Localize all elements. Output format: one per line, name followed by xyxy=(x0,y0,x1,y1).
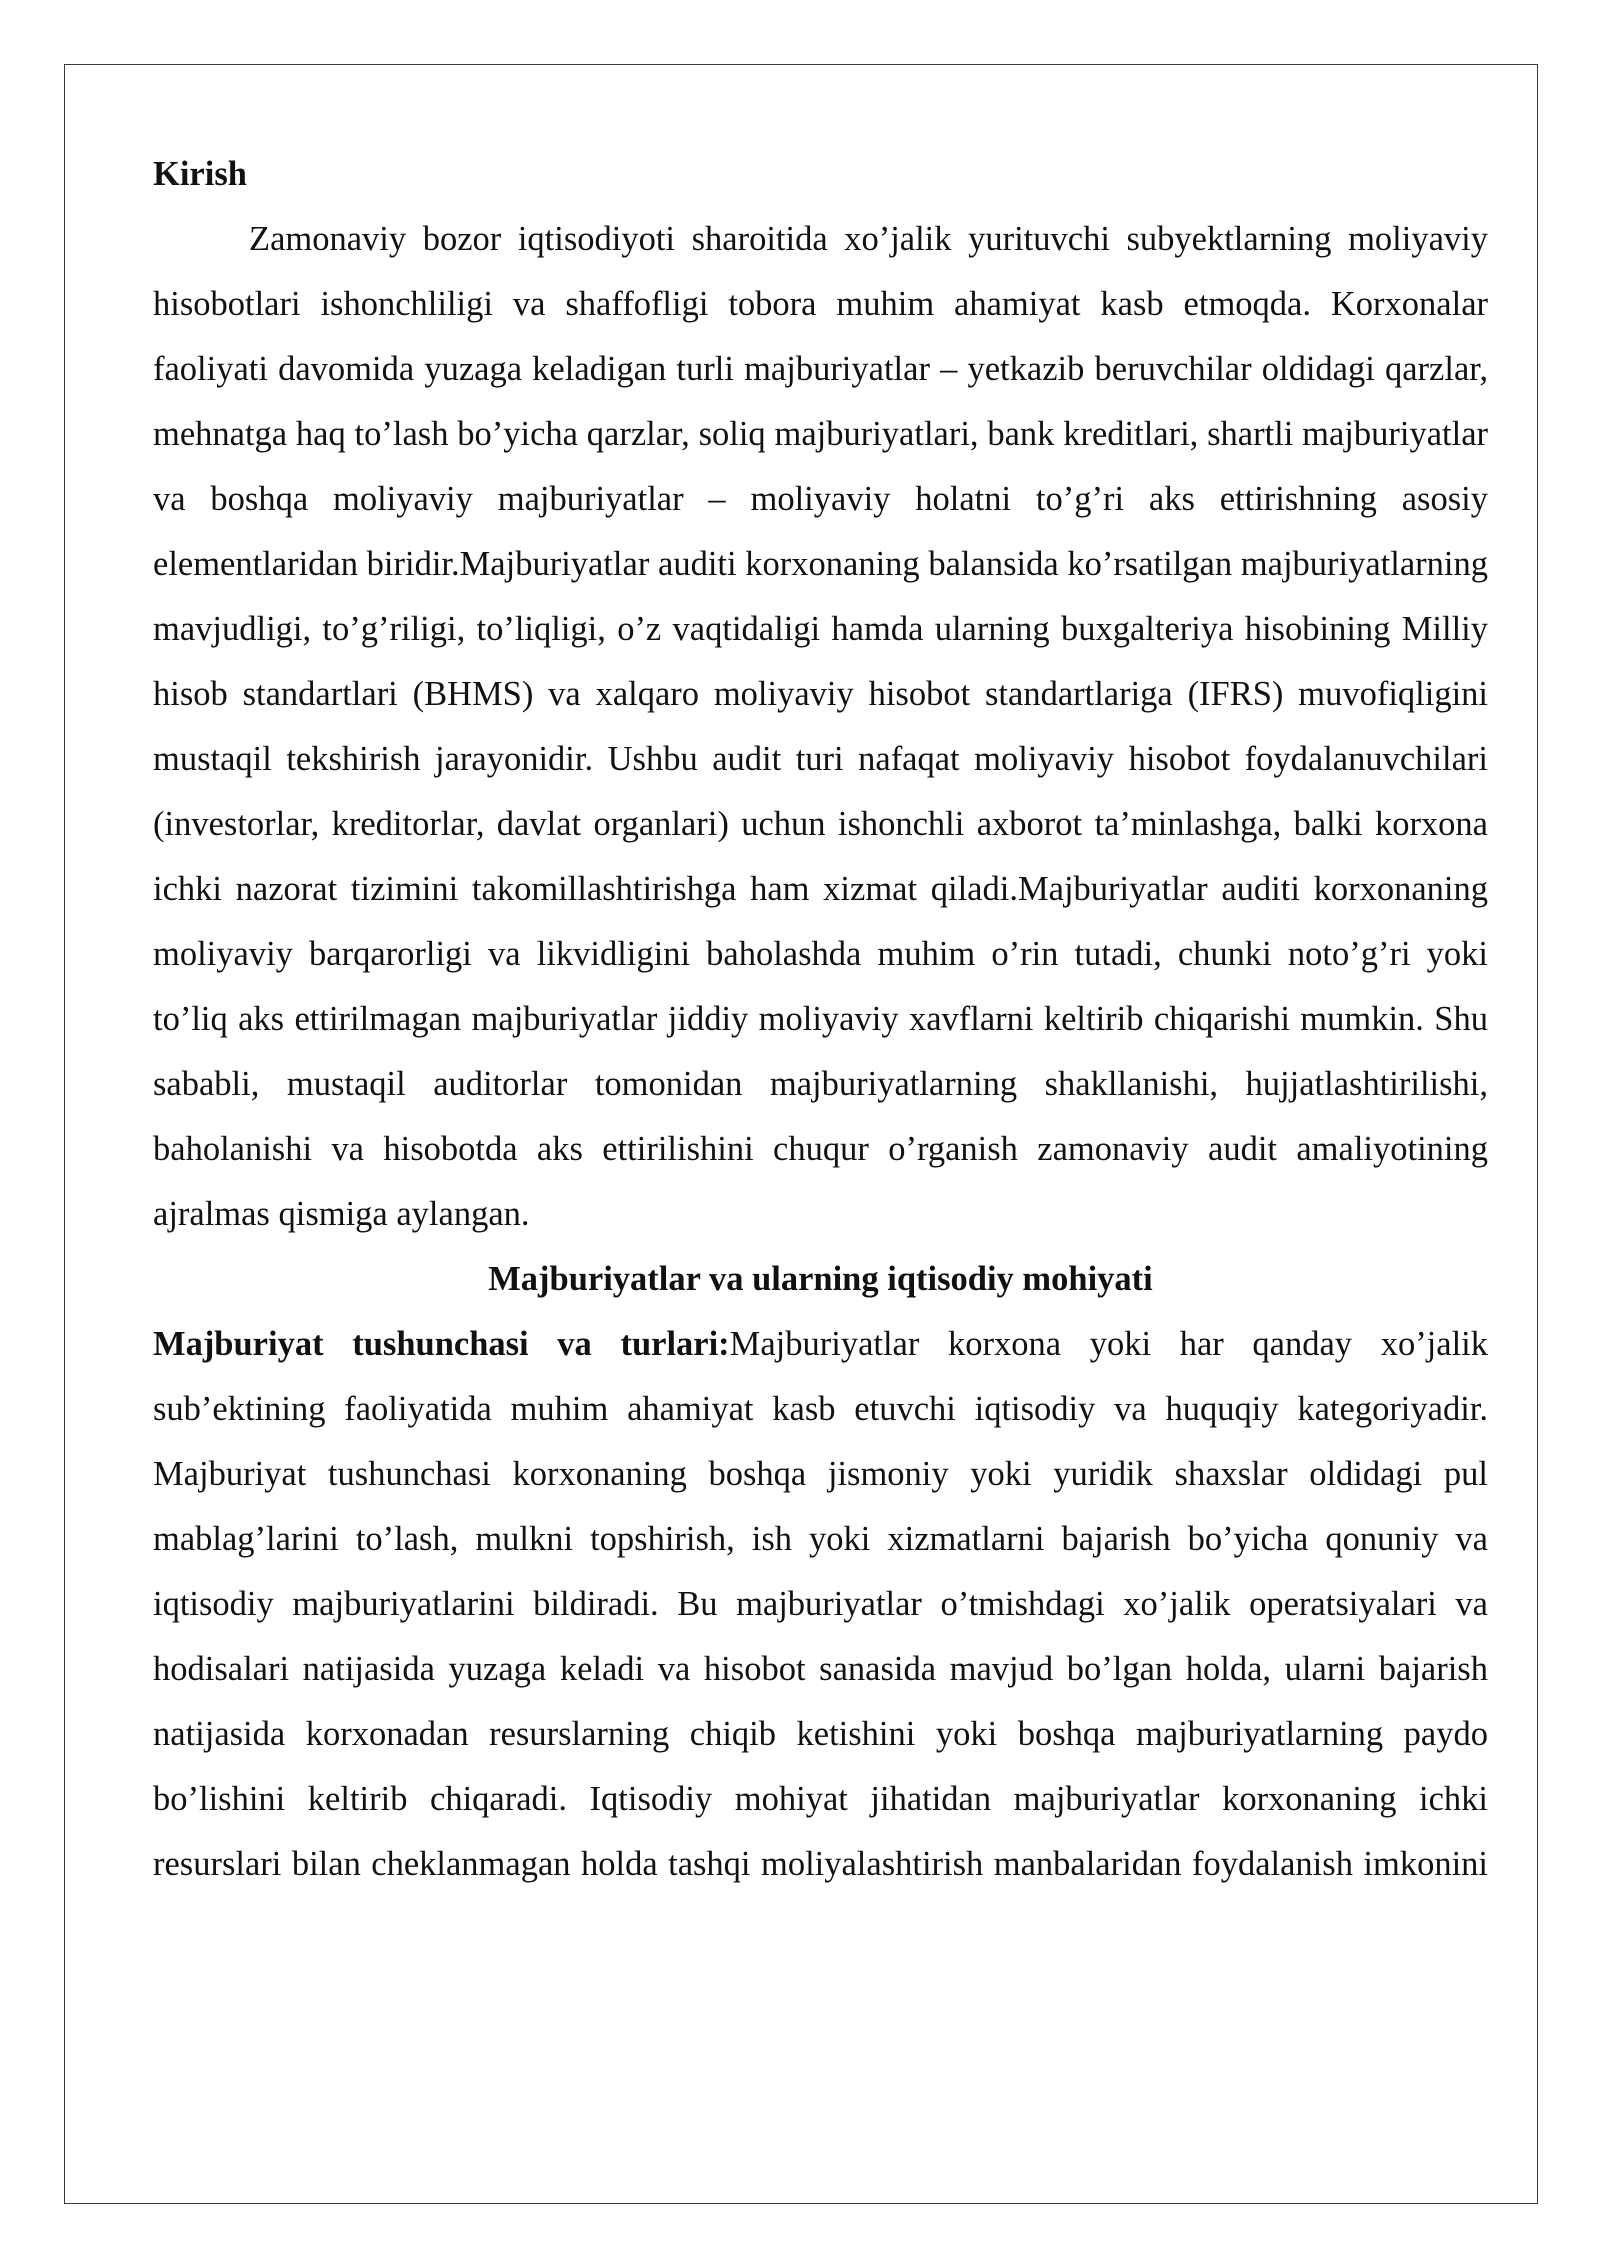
subsection-paragraph: Majburiyatlar korxona yoki har qanday xo’jalik sub’ektining faoliyatida muhim ahamiyat kasb etuvchi iqtisodiy va huquqiy kategoriyadir. Majburiyat tushunchasi korxonaning boshqa jismoniy yoki yuridik shaxslar oldidagi pul mablag’larini to’lash, mulkni topshirish, ish yoki xizmatlarni bajarish bo’yicha qonuniy va iqtisodiy majburiyatlarini bildiradi. Bu majburiyatlar o’tmishdagi xo’jalik operatsiyalari va hodisalari natijasida yuzaga keladi va hisobot sanasida mavjud bo’lgan holda, ularni bajarish natijasida korxonadan resurslarning chiqib ketishini yoki boshqa majburiyatlarning paydo bo’lishini keltirib chiqaradi. Iqtisodiy mohiyat jihatidan majburiyatlar korxonaning ichki resurslari bilan cheklanmagan holda tashqi moliyalashtirish manbalaridan foydalanish imkonini xyxy=(153,1325,1488,1883)
subsection-lead: Majburiyat tushunchasi va turlari: xyxy=(153,1325,730,1363)
subsection-paragraph-block xyxy=(153,1312,1488,1897)
document-body xyxy=(153,142,1488,1897)
section-title: Majburiyatlar va ularning iqtisodiy mohiyati xyxy=(488,1260,1153,1298)
document-heading: Kirish xyxy=(153,155,247,193)
intro-paragraph: Zamonaviy bozor iqtisodiyoti sharoitida xo’jalik yurituvchi subyektlarning moliyaviy hisobotlari ishonchliligi va shaffofligi tobora muhim ahamiyat kasb etmoqda. Korxonalar faoliyati davomida yuzaga keladigan turli majburiyatlar – yetkazib beruvchilar oldidagi qarzlar, mehnatga haq to’lash bo’yicha qarzlar, soliq majburiyatlari, bank kreditlari, shartli majburiyatlar va boshqa moliyaviy majburiyatlar – moliyaviy holatni to’g’ri aks ettirishning asosiy elementlaridan biridir.Majburiyatlar auditi korxonaning balansida ko’rsatilgan majburiyatlarning mavjudligi, to’g’riligi, to’liqligi, o’z vaqtidaligi hamda ularning buxgalteriya hisobining Milliy hisob standartlari (BHMS) va xalqaro moliyaviy hisobot standartlariga (IFRS) muvofiqligini mustaqil tekshirish jarayonidir. Ushbu audit turi nafaqat moliyaviy hisobot foydalanuvchilari (investorlar, kreditorlar, davlat organlari) uchun ishonchli axborot ta’minlashga, balki korxona ichki nazorat tizimini takomillashtirishga ham xizmat qiladi.Majburiyatlar auditi korxonaning moliyaviy barqarorligi va likvidligini baholashda muhim o’rin tutadi, chunki noto’g’ri yoki to’liq aks ettirilmagan majburiyatlar jiddiy moliyaviy xavflarni keltirib chiqarishi mumkin. Shu sababli, mustaqil auditorlar tomonidan majburiyatlarning shakllanishi, hujjatlashtirilishi, baholanishi va hisobotda aks ettirilishini chuqur o’rganish zamonaviy audit amaliyotining ajralmas qismiga aylangan. xyxy=(153,220,1488,1233)
